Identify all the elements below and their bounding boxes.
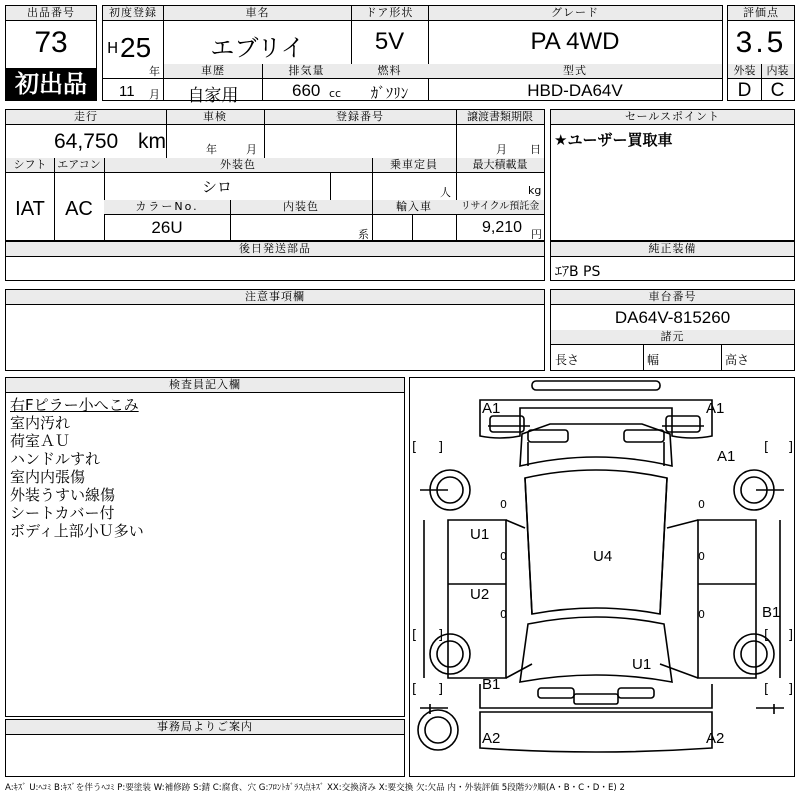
mileage-unit: km bbox=[138, 130, 166, 153]
fuel: ｶﾞｿﾘﾝ bbox=[370, 84, 409, 102]
model-code-label: 型式 bbox=[428, 64, 722, 79]
chassis-number: DA64V-815260 bbox=[614, 308, 731, 327]
damage-mark: B1 bbox=[482, 676, 501, 693]
history: 自家用 bbox=[187, 86, 239, 106]
color-label: 外装色 bbox=[104, 158, 372, 173]
inspector-notes-list bbox=[10, 396, 144, 540]
fuel-label: 燃料 bbox=[351, 64, 428, 79]
max-load-label: 最大積載量 bbox=[456, 158, 544, 173]
front-bumper-top bbox=[532, 381, 660, 390]
color-number-label: カラーNo. bbox=[104, 200, 230, 215]
bracket-mark: [ bbox=[412, 440, 418, 455]
later-parts-label: 後日発送部品 bbox=[6, 242, 544, 257]
interior-color-label: 内装色 bbox=[230, 200, 372, 215]
genuine-equipment-box bbox=[550, 241, 795, 281]
notes-label: 注意事項欄 bbox=[6, 290, 544, 305]
displacement-label: 排気量 bbox=[262, 64, 351, 79]
inspection-label: 車検 bbox=[166, 110, 264, 125]
specs-box bbox=[5, 109, 545, 241]
registration-box bbox=[102, 5, 164, 101]
recycle-deposit-label: リサイクル預託金 bbox=[456, 200, 544, 215]
chassis-number-label: 車台番号 bbox=[551, 290, 794, 305]
inspector-notes-label: 検査員記入欄 bbox=[6, 378, 404, 393]
bracket-mark: ] bbox=[438, 682, 444, 697]
dimensions-label: 諸元 bbox=[551, 330, 794, 345]
bracket-mark: [ bbox=[764, 682, 770, 697]
grade: PA 4WD bbox=[530, 28, 620, 55]
score: 3.5 bbox=[735, 26, 787, 59]
genuine-equipment-label: 純正装備 bbox=[551, 242, 794, 257]
inspector-note: ハンドルすれ bbox=[10, 450, 101, 468]
transfer-day-unit: 日 bbox=[530, 143, 541, 156]
recycle-deposit: 9,210 bbox=[482, 219, 523, 236]
inspector-note: 外装うすい線傷 bbox=[10, 486, 116, 504]
mileage-label: 走行 bbox=[6, 110, 166, 125]
rear-bumper bbox=[480, 712, 712, 752]
inspector-note: ボディ上部小Ｕ多い bbox=[10, 522, 144, 540]
car-name: エブリイ bbox=[210, 34, 305, 62]
shift-label: シフト bbox=[6, 158, 54, 173]
registration-label: 初度登録 bbox=[103, 6, 163, 21]
mileage: 64,750 bbox=[54, 130, 119, 153]
inspector-note: 室内汚れ bbox=[10, 414, 71, 432]
car-name-label: 車名 bbox=[164, 6, 351, 21]
office-notice-label: 事務局よりご案内 bbox=[6, 720, 404, 735]
sale-points-text: ★ユーザー買取車 bbox=[554, 131, 673, 149]
door-label: ドア形状 bbox=[351, 6, 428, 21]
registration-year: 25 bbox=[120, 32, 152, 63]
damage-mark: A1 bbox=[706, 400, 725, 417]
lot-number: 73 bbox=[34, 26, 68, 59]
transfer-month-unit: 月 bbox=[496, 143, 507, 156]
zero-mark: 0 bbox=[698, 550, 705, 563]
registration-era: H bbox=[107, 39, 119, 57]
capacity-unit: 人 bbox=[440, 186, 451, 199]
capacity-label: 乗車定員 bbox=[372, 158, 456, 173]
sale-points-box bbox=[550, 109, 795, 241]
max-load-unit: kg bbox=[528, 184, 542, 197]
inspector-note: 右Fピラー小へこみ bbox=[10, 396, 139, 414]
spare-wheel bbox=[418, 710, 458, 750]
damage-mark: A1 bbox=[717, 448, 736, 465]
bracket-mark: [ bbox=[764, 628, 770, 643]
height-label: 高さ bbox=[725, 353, 750, 367]
lot-number-box bbox=[5, 5, 97, 101]
displacement: 660 bbox=[292, 81, 321, 100]
color-number: 26U bbox=[151, 218, 183, 237]
history-label: 車歴 bbox=[164, 64, 262, 79]
recycle-deposit-unit: 円 bbox=[531, 228, 542, 241]
zero-mark: 0 bbox=[500, 550, 507, 563]
grade-label: グレード bbox=[428, 6, 722, 21]
damage-mark: U1 bbox=[470, 526, 490, 543]
inspector-notes-box bbox=[5, 377, 405, 717]
notes-box bbox=[5, 289, 545, 371]
sale-points-label: セールスポイント bbox=[551, 110, 794, 125]
wheel-rear-left bbox=[430, 634, 470, 674]
inspection-month-unit: 月 bbox=[246, 143, 257, 156]
inspection-year-unit: 年 bbox=[206, 143, 217, 156]
damage-mark: U4 bbox=[593, 548, 613, 565]
bracket-mark: [ bbox=[764, 440, 770, 455]
plate-label: 登録番号 bbox=[264, 110, 456, 125]
inspector-note: 室内内張傷 bbox=[10, 468, 86, 486]
first-time-badge: 初出品 bbox=[6, 68, 96, 100]
width-label: 幅 bbox=[647, 353, 660, 367]
inspector-note: 荷室ＡＵ bbox=[10, 432, 71, 450]
displacement-unit: cc bbox=[329, 87, 342, 100]
legend-text: A:ｷｽﾞ U:ﾍｺﾐ B:ｷｽﾞを伴うﾍｺﾐ P:要塗装 W:補修跡 S:錆 C:腐食、穴 G:ﾌﾛﾝﾄｶﾞﾗｽ点ｷｽﾞ XX:交換済み X:要交換 欠:欠品 内・外装評価 5段階ﾗﾝｸ順(A・B・C・D・E) 2 bbox=[5, 783, 625, 793]
damage-mark: A1 bbox=[482, 400, 501, 417]
zero-mark: 0 bbox=[500, 608, 507, 621]
import-label: 輸入車 bbox=[372, 200, 456, 215]
model-code: HBD-DA64V bbox=[527, 81, 623, 100]
bracket-mark: ] bbox=[788, 682, 794, 697]
inspector-note: シートカバー付 bbox=[10, 504, 115, 522]
ac-label: エアコン bbox=[54, 158, 104, 173]
later-parts-box bbox=[5, 241, 545, 281]
car-diagram bbox=[410, 378, 794, 776]
car-diagram-box bbox=[409, 377, 795, 777]
bracket-mark: ] bbox=[438, 440, 444, 455]
zero-mark: 0 bbox=[698, 498, 705, 511]
genuine-equipment-text: ｴｱB PS bbox=[555, 264, 601, 280]
right-side bbox=[698, 520, 756, 678]
damage-mark: A2 bbox=[706, 730, 725, 747]
bracket-mark: ] bbox=[438, 628, 444, 643]
registration-month: 11 bbox=[119, 83, 135, 100]
interior-grade: C bbox=[770, 80, 785, 101]
length-label: 長さ bbox=[555, 353, 580, 367]
registration-year-unit: 年 bbox=[149, 65, 160, 78]
score-box bbox=[727, 5, 795, 101]
shift: IAT bbox=[15, 198, 45, 220]
zero-mark: 0 bbox=[500, 498, 507, 511]
bracket-mark: [ bbox=[412, 682, 418, 697]
exterior-grade-label: 外装 bbox=[728, 64, 761, 79]
model-info-box bbox=[163, 5, 723, 106]
roof bbox=[525, 470, 667, 614]
score-label: 評価点 bbox=[728, 6, 794, 21]
body-color: シロ bbox=[201, 178, 232, 196]
door-type: 5V bbox=[374, 28, 405, 55]
bracket-mark: ] bbox=[788, 628, 794, 643]
damage-mark: U1 bbox=[632, 656, 652, 673]
damage-mark: B1 bbox=[762, 604, 781, 621]
interior-grade-label: 内装 bbox=[761, 64, 794, 79]
damage-mark: U2 bbox=[470, 586, 490, 603]
registration-month-unit: 月 bbox=[149, 88, 160, 101]
damage-mark: A2 bbox=[482, 730, 501, 747]
lot-number-label: 出品番号 bbox=[6, 6, 96, 21]
transfer-deadline-label: 譲渡書類期限 bbox=[456, 110, 544, 125]
interior-color-unit: 系 bbox=[358, 228, 369, 241]
bracket-mark: [ bbox=[412, 628, 418, 643]
bracket-mark: ] bbox=[788, 440, 794, 455]
chassis-box bbox=[550, 289, 795, 371]
exterior-grade: D bbox=[737, 80, 752, 101]
zero-mark: 0 bbox=[698, 608, 705, 621]
office-notice-box bbox=[5, 719, 405, 777]
air-conditioner: AC bbox=[65, 198, 93, 220]
